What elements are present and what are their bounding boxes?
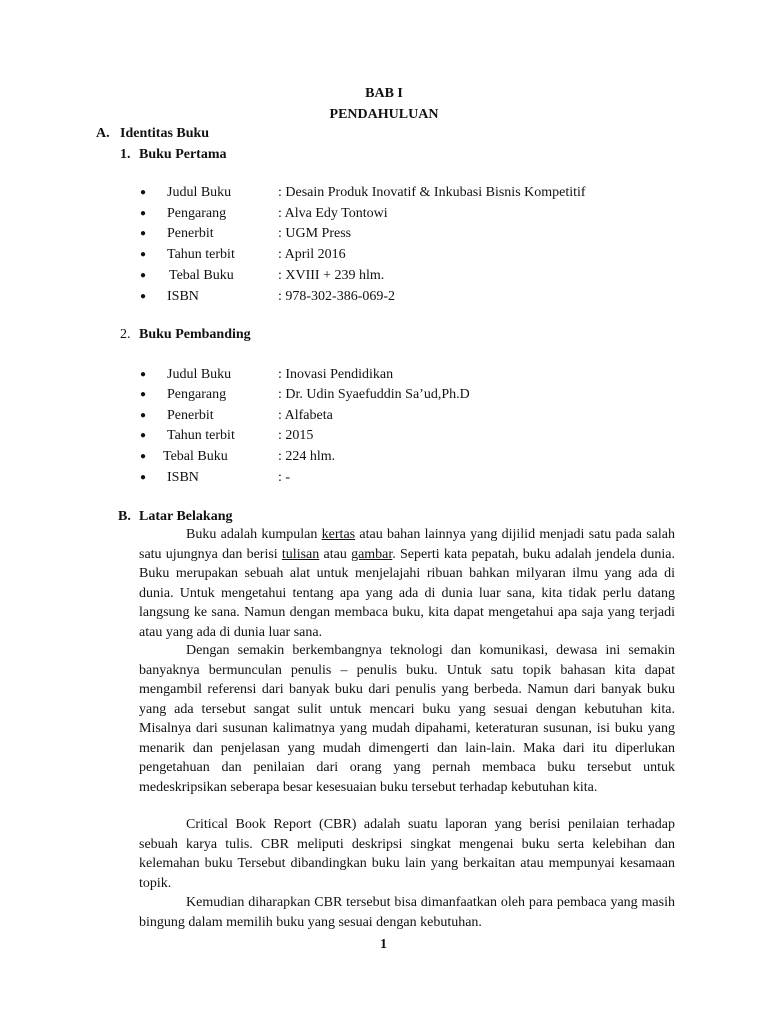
book2-label: ISBN [167, 470, 199, 485]
bullet-icon: ● [140, 228, 147, 239]
book1-value: : Alva Edy Tontowi [278, 206, 388, 221]
paragraph-text: atau bahan lainnya yang dijilid menjadi satu pada salah satu ujungnya dan berisi [139, 527, 675, 562]
book1-label: ISBN [167, 289, 199, 304]
bullet-icon: ● [140, 291, 147, 302]
link-gambar[interactable]: gambar [351, 546, 393, 562]
background-paragraph-1 [139, 525, 675, 642]
bullet-icon: ● [140, 451, 147, 462]
book2-value: : 2015 [278, 428, 314, 443]
bullet-icon: ● [140, 187, 147, 198]
book2-value: : - [278, 470, 291, 485]
book2-marker: 2. [120, 327, 131, 342]
book2-label: Tahun terbit [167, 428, 235, 443]
section-b-marker: B. [118, 509, 131, 524]
book2-value: : Alfabeta [278, 408, 333, 423]
book2-value: : Inovasi Pendidikan [278, 367, 394, 382]
bullet-icon: ● [140, 430, 147, 441]
book2-title: Buku Pembanding [139, 327, 251, 342]
book1-label: Penerbit [167, 226, 214, 241]
chapter-number: BAB I [365, 86, 403, 101]
book1-value: : Desain Produk Inovatif & Inkubasi Bisnis Kompetitif [278, 185, 586, 200]
link-kertas[interactable]: kertas [321, 527, 356, 542]
link-tulisan[interactable]: tulisan [281, 546, 320, 562]
book2-label: Penerbit [167, 408, 214, 423]
book1-label: Judul Buku [167, 185, 232, 200]
paragraph-text: . Seperti kata pepatah, buku adalah jendela dunia. Buku merupakan sebuah alat untuk menjelajahi ribuan bahkan milyaran ilmu yang ada di dunia. Untuk mengetahui tentang apa yang ada di dunia luar sana, kita tidak perlu datang langsung ke sana. Namun dengan membaca buku, kita dapat mengetahui apa saja yang terjadi atau yang ada di dunia luar sana. [139, 546, 675, 640]
section-a-marker: A. [96, 126, 110, 141]
book2-value: : Dr. Udin Syaefuddin Sa’ud,Ph.D [278, 387, 470, 402]
bullet-icon: ● [140, 472, 147, 483]
book1-value: : April 2016 [278, 247, 346, 262]
chapter-title: PENDAHULUAN [329, 107, 439, 122]
background-paragraph-3: Critical Book Report (CBR) adalah suatu laporan yang berisi penilaian terhadap sebuah karya tulis. CBR meliputi deskripsi singkat mengenai buku serta kelebihan dan kelemahan buku Tersebut dibandingkan buku lain yang berkaitan atau mempunyai kesamaan topik. [139, 817, 675, 891]
book2-label: Tebal Buku [163, 449, 228, 464]
book1-label: Pengarang [167, 206, 227, 221]
book1-marker: 1. [120, 147, 131, 162]
background-paragraph-2: Dengan semakin berkembangnya teknologi dan komunikasi, dewasa ini semakin banyaknya bermunculan penulis – penulis buku. Untuk satu topik bahasan kita dapat mengambil referensi dari banyak buku dari penulis yang berbeda. Namun dari banyak buku yang ada tersebut sangat sulit untuk mencari buku yang sesuai dengan kebutuhan kita. Misalnya dari susunan kalimatnya yang mudah dipahami, keteraturan susunan, isi buku yang menarik dan penjelasan yang mudah dimengerti dan lain-lain. Maka dari itu diperlukan pengetahuan dan penilaian dari orang yang pernah membaca buku tersebut untuk medeskripsikan seberapa besar kesesuaian buku tersebut terhadap kebutuhan kita. [139, 643, 675, 795]
paragraph-text: atau [319, 546, 352, 562]
section-b-title: Latar Belakang [139, 509, 233, 524]
book1-label: Tahun terbit [167, 247, 235, 262]
bullet-icon: ● [140, 389, 147, 400]
book1-value: : UGM Press [278, 226, 352, 241]
bullet-icon: ● [140, 208, 147, 219]
paragraph-text: Buku adalah kumpulan [186, 527, 322, 542]
book1-value: : XVIII + 239 hlm. [278, 268, 385, 283]
bullet-icon: ● [140, 249, 147, 260]
bullet-icon: ● [140, 270, 147, 281]
book1-label: Tebal Buku [169, 268, 234, 283]
book2-label: Pengarang [167, 387, 227, 402]
book2-value: : 224 hlm. [278, 449, 336, 464]
section-a-title: Identitas Buku [120, 126, 210, 141]
book2-label: Judul Buku [167, 367, 232, 382]
background-paragraph-4: Kemudian diharapkan CBR tersebut bisa dimanfaatkan oleh para pembaca yang masih bingung dalam memilih buku yang sesuai dengan kebutuhan. [139, 895, 675, 930]
page-number: 1 [380, 937, 387, 952]
bullet-icon: ● [140, 410, 147, 421]
bullet-icon: ● [140, 369, 147, 380]
book1-value: : 978-302-386-069-2 [278, 289, 396, 304]
book1-title: Buku Pertama [139, 147, 227, 162]
